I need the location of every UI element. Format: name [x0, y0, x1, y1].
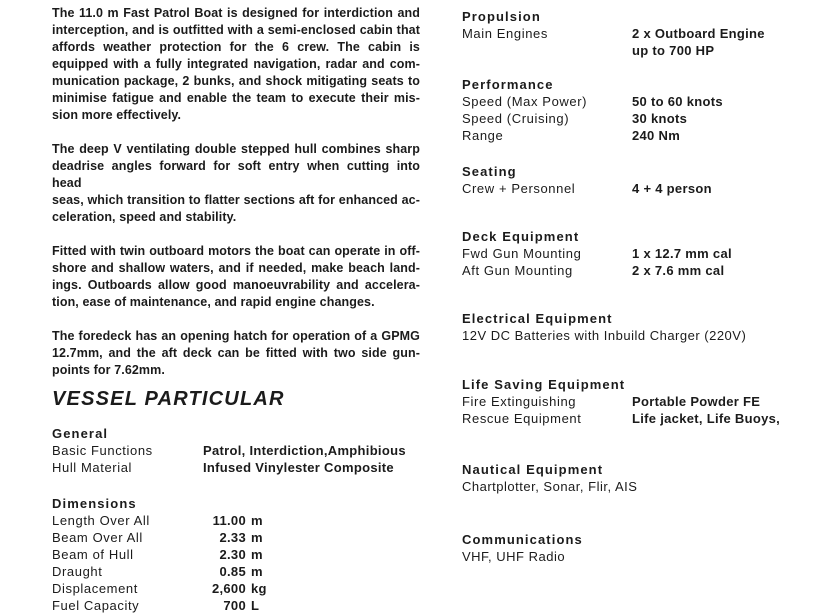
spec-value: Patrol, Interdiction,Amphibious: [203, 443, 406, 458]
spec-value: Portable Powder FE: [632, 394, 761, 409]
spec-row: [52, 512, 420, 529]
spec-value-unit: L: [251, 598, 260, 613]
spec-value: 50 to 60 knots: [632, 94, 723, 109]
spec-label: Draught: [52, 564, 103, 579]
section-title: Performance: [462, 77, 554, 92]
spec-row: [462, 110, 807, 127]
right-column: [462, 8, 807, 565]
spec-label: Displacement: [52, 581, 138, 596]
spec-label: Hull Material: [52, 460, 133, 475]
spec-value: 1 x 12.7 mm cal: [632, 246, 732, 261]
section-title: General: [52, 426, 109, 441]
spec-row: [462, 410, 807, 427]
paragraph-line: munication package, 2 bunks, and shock mitigating seats to: [52, 74, 420, 88]
spec-row: [462, 180, 807, 197]
spec-value-number: 2,600: [211, 581, 246, 596]
section-title: Life Saving Equipment: [462, 377, 626, 392]
section-nautical-equipment: [462, 461, 807, 495]
spec-label: Fwd Gun Mounting: [462, 246, 582, 261]
section-general: [52, 425, 420, 476]
section-title: Dimensions: [52, 496, 137, 511]
paragraph-line: celeration, speed and stability.: [52, 210, 237, 224]
spec-label: Fire Extinguishing: [462, 394, 577, 409]
spec-value: 2 x 7.6 mm cal: [632, 263, 725, 278]
section-life-saving-equipment: [462, 376, 807, 427]
spec-value: Infused Vinylester Composite: [203, 460, 394, 475]
spec-row: [462, 127, 807, 144]
section-text: 12V DC Batteries with Inbuild Charger (220V): [462, 328, 747, 343]
section-title: Nautical Equipment: [462, 462, 604, 477]
intro-paragraph-3: [52, 243, 420, 311]
section-title: Deck Equipment: [462, 229, 580, 244]
spec-value-number: 11.00: [212, 513, 246, 528]
spec-row: [52, 580, 420, 597]
spec-value: Life jacket, Life Buoys,: [632, 411, 781, 426]
spec-value-line: 2 x Outboard Engine: [632, 26, 765, 41]
section-electrical-equipment: [462, 310, 807, 344]
spec-value-unit: m: [251, 513, 263, 528]
spec-row: [52, 529, 420, 546]
spec-value-unit: kg: [251, 581, 267, 596]
spec-value-number: 0.85: [219, 564, 246, 579]
section-text: Chartplotter, Sonar, Flir, AIS: [462, 479, 638, 494]
spec-row: [462, 393, 807, 410]
intro-paragraph-4: [52, 328, 420, 379]
vessel-particular-heading: VESSEL PARTICULAR: [52, 388, 285, 410]
spec-value-number: 700: [223, 598, 246, 613]
spec-label: Speed (Cruising): [462, 111, 570, 126]
spec-label: Speed (Max Power): [462, 94, 588, 109]
spec-value: [632, 25, 765, 59]
paragraph-line: ings. Outboards allow good manoeuvrability and accelera-: [52, 278, 420, 292]
paragraph-line: 12.7mm, and the aft deck can be fitted with two side gun-: [52, 346, 420, 360]
spec-value-unit: m: [251, 530, 263, 545]
paragraph-line: Fitted with twin outboard motors the boat can operate in off-: [52, 244, 420, 258]
paragraph-line: affords weather protection for the 6 crew. The cabin is: [52, 40, 420, 54]
section-title: Propulsion: [462, 9, 541, 24]
spec-row: [52, 442, 420, 459]
section-propulsion: [462, 8, 807, 59]
paragraph-line: sion more effectively.: [52, 108, 182, 122]
section-title: Seating: [462, 164, 517, 179]
paragraph-line: deadrise angles forward for soft entry when cutting into head: [52, 159, 420, 190]
section-deck-equipment: [462, 228, 807, 279]
section-communications: [462, 531, 807, 565]
section-performance: [462, 76, 807, 144]
section-title: Communications: [462, 532, 583, 547]
spec-row: [52, 546, 420, 563]
left-column: [52, 5, 420, 614]
paragraph-line: interception, and is outfitted with a semi-enclosed cabin that: [52, 23, 420, 37]
spec-value-unit: m: [251, 564, 263, 579]
spec-row: [462, 245, 807, 262]
spec-label: Range: [462, 128, 504, 143]
intro-paragraph-1: [52, 5, 420, 124]
section-seating: [462, 163, 807, 197]
spec-label: Length Over All: [52, 513, 150, 528]
spec-label: Fuel Capacity: [52, 598, 140, 613]
spec-value: 30 knots: [632, 111, 688, 126]
paragraph-line: The 11.0 m Fast Patrol Boat is designed for interdiction and: [52, 6, 420, 20]
paragraph-line: minimise fatigue and enable the team to execute their mis-: [52, 91, 420, 105]
spec-row: [462, 93, 807, 110]
spec-row: [52, 459, 420, 476]
paragraph-line: equipped with a fully integrated navigation, radar and com-: [52, 57, 420, 71]
spec-value: 240 Nm: [632, 128, 681, 143]
spec-row: [462, 25, 807, 59]
spec-value: 4 + 4 person: [632, 181, 712, 196]
spec-label: Crew + Personnel: [462, 181, 576, 196]
spec-value-number: 2.33: [219, 530, 246, 545]
paragraph-line: seas, which transition to flatter sections aft for enhanced ac-: [52, 193, 420, 207]
spec-row: [52, 563, 420, 580]
section-title: Electrical Equipment: [462, 311, 613, 326]
paragraph-line: The foredeck has an opening hatch for operation of a GPMG: [52, 329, 420, 343]
spec-label: Main Engines: [462, 26, 548, 41]
spec-label: Beam Over All: [52, 530, 143, 545]
paragraph-line: tion, ease of maintenance, and rapid engine changes.: [52, 295, 375, 309]
spec-row: [462, 262, 807, 279]
spec-value-line: up to 700 HP: [632, 43, 715, 58]
intro-paragraph-2: [52, 141, 420, 226]
spec-label: Basic Functions: [52, 443, 153, 458]
paragraph-line: The deep V ventilating double stepped hull combines sharp: [52, 142, 420, 156]
spec-label: Rescue Equipment: [462, 411, 582, 426]
section-text: VHF, UHF Radio: [462, 549, 566, 564]
spec-label: Beam of Hull: [52, 547, 134, 562]
spec-value-number: 2.30: [219, 547, 246, 562]
spec-value-unit: m: [251, 547, 263, 562]
section-dimensions: [52, 495, 420, 614]
paragraph-line: shore and shallow waters, and if needed, make beach land-: [52, 261, 420, 275]
spec-label: Aft Gun Mounting: [462, 263, 573, 278]
paragraph-line: points for 7.62mm.: [52, 363, 165, 377]
